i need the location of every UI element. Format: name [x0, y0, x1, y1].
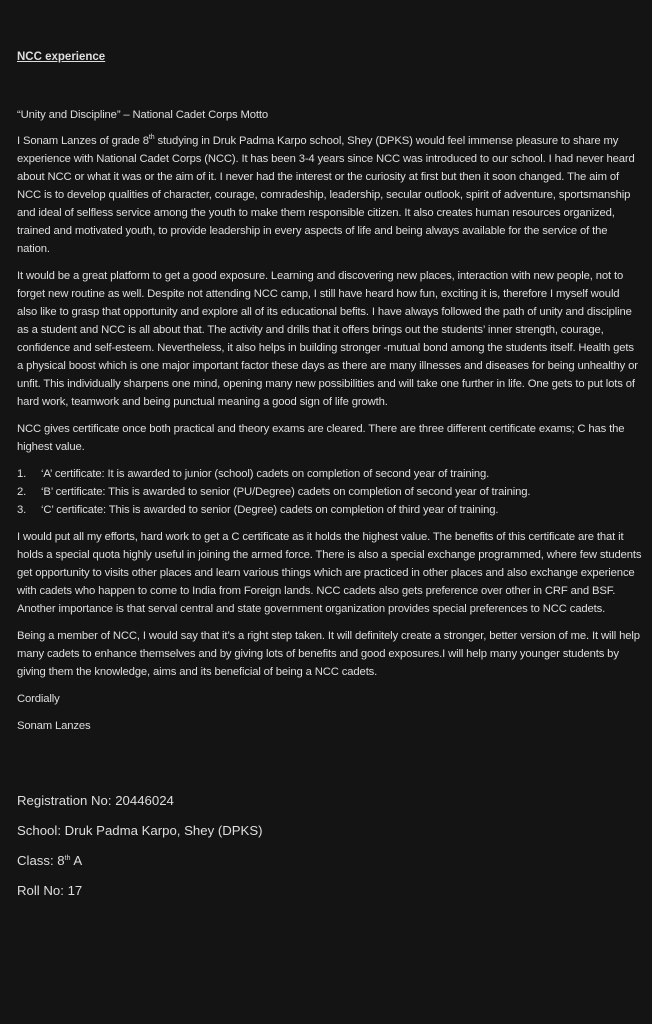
certificate-list-item: [17, 483, 642, 501]
student-details: [17, 792, 263, 912]
intro-text-rest: studying in Druk Padma Karpo school, Shey (DPKS) would feel immense pleasure to share my experience with National Cadet Corps (NCC). It has been 3-4 years since NCC was introduced to our school. I had never heard about NCC or what it was or the aim of it. I never had the interest or the curiosity at first but then it soon changed. The aim of NCC is to develop qualities of character, courage, comradeship, leadership, secular outlook, spirit of adventure, sportsmanship and ideal of selfless service among the youth to make them responsible citizen. It also creates human resources organized, trained and motivated youth, to provide leadership in every aspects of life and being always available for the service of the nation.: [17, 135, 635, 255]
list-item-text: ‘C’ certificate: This is awarded to senior (Degree) cadets on completion of third year of training.: [41, 504, 499, 516]
class-label: Class: 8: [17, 853, 65, 868]
exposure-paragraph: It would be a great platform to get a good exposure. Learning and discovering new places, interaction with new people, not to forget new routine as well. Despite not attending NCC camp, I still have heard how fun, exciting it is, therefore I myself would also like to grasp that opportunity and explore all of its educational befits. I have always followed the path of unity and discipline as a student and NCC is all about that. The activity and drills that it offers brings out the students’ inner strength, courage, confidence and self-esteem. Nevertheless, it also helps in building stronger -mutual bond among the students itself. Health gets a physical boost which is one major important factor these days as there are many illnesses and diseases for being unhealthy or unfit. This individually sharpens one mind, opening many new possibilities and will take one further in life. One gets to put lots of hard work, teamwork and being punctual meaning a good sign of life growth.: [17, 270, 638, 408]
registration-number: Registration No: 20446024: [17, 793, 174, 808]
closing-block: [17, 690, 642, 735]
document-title: NCC experience: [17, 51, 106, 63]
closing-salutation: Cordially: [17, 693, 60, 705]
intro-paragraph: [17, 132, 642, 258]
school-name: School: Druk Padma Karpo, Shey (DPKS): [17, 823, 263, 838]
roll-number: Roll No: 17: [17, 883, 83, 898]
class-ordinal-superscript: th: [64, 855, 71, 862]
intro-text-start: I Sonam Lanzes of grade 8: [17, 135, 149, 147]
list-number: 3.: [17, 504, 27, 516]
conclusion-paragraph: Being a member of NCC, I would say that it’s a right step taken. It will definitely create a stronger, better version of me. It will help many cadets to enhance themselves and by giving lots of benefits and good exposures.I will help many younger students by giving them the knowledge, aims and its beneficial of being a NCC cadets.: [17, 630, 640, 678]
certificate-list: [17, 465, 642, 519]
list-item-text: ‘B’ certificate: This is awarded to senior (PU/Degree) cadets on completion of second year of training.: [41, 486, 531, 498]
class-info: [17, 852, 263, 882]
list-number: 1.: [17, 468, 27, 480]
document-body: [17, 106, 642, 744]
class-section: A: [70, 853, 83, 868]
certificate-list-item: [17, 501, 642, 519]
certificate-intro-paragraph: NCC gives certificate once both practical and theory exams are cleared. There are three different certificate exams; C has the highest value.: [17, 423, 625, 453]
list-item-text: ‘A’ certificate: It is awarded to junior (school) cadets on completion of second year of training.: [41, 468, 490, 480]
benefits-paragraph: I would put all my efforts, hard work to get a C certificate as it holds the highest value. The benefits of this certificate are that it holds a special quota highly useful in joining the armed force. There is also a special exchange programmed, where few students get opportunity to visits other places and learn various things which are practiced in other places and also exchange experience with cadets who happen to come to India from Foreign lands. NCC cadets also gets preference over other in CRF and BSF. Another importance is that serval central and state government organization provides special preferences to NCC cadets.: [17, 531, 642, 615]
motto-quote: “Unity and Discipline” – National Cadet Corps Motto: [17, 109, 269, 121]
signature-name: Sonam Lanzes: [17, 720, 91, 732]
ordinal-superscript: th: [148, 134, 155, 141]
list-number: 2.: [17, 486, 27, 498]
certificate-list-item: [17, 465, 642, 483]
